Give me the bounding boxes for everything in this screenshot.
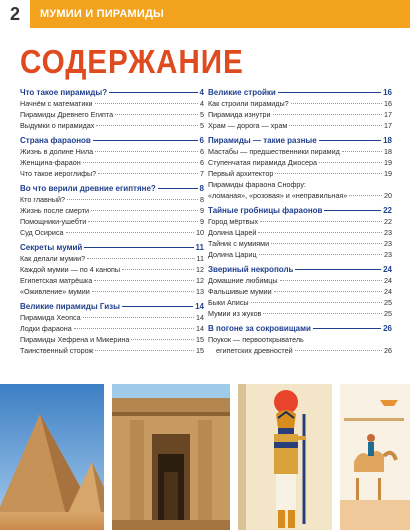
toc-entry-title: Ступенчатая пирамида Джосера [208,158,318,167]
horus-god-illustration [238,384,332,530]
toc-entry-page: 6 [200,158,204,167]
toc-entry-title: Жизнь в долине Нила [20,147,94,156]
toc-entry-title: Пирамиды Хефрена и Микерина [20,335,130,344]
leader-dots [258,232,382,233]
toc-entry-page: 12 [196,265,204,274]
toc-entry-title: Мумии из жуков [208,309,262,318]
toc-entry-title: Долина Царей [208,228,257,237]
toc-entry-page: 5 [200,121,204,130]
toc-entry-page: 8 [199,184,204,193]
toc-section[interactable] [20,301,204,312]
toc-entry-title: Быки Аписы [208,298,249,307]
toc-entry-page: 13 [196,287,204,296]
toc-entry-title: Храм — дорога — храм [208,121,288,130]
leader-dots [91,210,198,211]
toc-entry-title: Первый архитектор [208,169,274,178]
toc-entry-title: Пирамиды фараона Снофру: [208,180,306,189]
toc-entry-title: Звериный некрополь [208,265,294,274]
toc-entry[interactable] [208,98,392,109]
toc-entry-title: Каждой мумии — по 4 канопы [20,265,121,274]
leader-dots [319,162,382,163]
toc-entry-title: Пирамида изнутри [208,110,271,119]
toc-entry-title: Мастабы — предшественники пирамид [208,147,340,156]
toc-entry-page: 22 [383,206,392,215]
toc-entry[interactable] [208,334,392,345]
toc-entry-title: Пирамиды Древнего Египта [20,110,114,119]
toc-entry[interactable] [20,146,204,157]
temple-gate-photo [112,384,230,530]
leader-dots [349,195,382,196]
leader-dots [251,302,383,303]
toc-entry-page: 16 [384,99,392,108]
leader-dots [83,162,198,163]
toc-entry-page: 19 [384,169,392,178]
leader-dots [260,221,382,222]
toc-entry-page: 25 [384,309,392,318]
toc-entry-page: 25 [384,298,392,307]
toc-entry-page: 18 [384,147,392,156]
toc-entry[interactable] [208,120,392,131]
leader-dots [87,258,194,259]
leader-dots [122,269,194,270]
toc-section[interactable] [208,87,392,98]
toc-entry-page: 17 [384,110,392,119]
toc-entry-page: 6 [199,136,204,145]
leader-dots [131,339,194,340]
toc-entry[interactable] [20,345,204,356]
leader-dots [259,254,382,255]
toc-entry-page: 12 [196,276,204,285]
toc-entry[interactable] [20,286,204,297]
toc-entry-title: Как делали мумии? [20,254,86,263]
leader-dots [275,173,382,174]
leader-dots [67,199,198,200]
toc-section[interactable] [208,205,392,216]
toc-entry[interactable] [208,179,392,190]
toc-section[interactable] [208,135,392,146]
leader-dots [84,247,193,248]
toc-entry[interactable] [208,286,392,297]
toc-entry-page: 14 [195,302,204,311]
camel-caravan-illustration [340,384,410,530]
toc-entry-page: 11 [195,243,204,252]
toc-entry-title: Великие пирамиды Гизы [20,302,120,311]
toc-entry-title: Тайные гробницы фараонов [208,206,323,215]
toc-entry-page: 26 [383,324,392,333]
toc-entry[interactable] [208,227,392,238]
toc-entry[interactable] [20,98,204,109]
toc-entry-title: Женщина-фараон [20,158,81,167]
leader-dots [263,313,382,314]
toc-entry-page: 23 [384,250,392,259]
leader-dots [324,210,381,211]
toc-entry[interactable] [20,168,204,179]
toc-entry-title: Как строили пирамиды? [208,99,289,108]
leader-dots [319,140,381,141]
leader-dots [88,221,198,222]
toc-entry-page: 24 [383,265,392,274]
toc-entry-title: Что такое иероглифы? [20,169,97,178]
toc-entry-title: Что такое пирамиды? [20,88,108,97]
toc-entry[interactable] [20,194,204,205]
toc-entry-title: Выдумки о пирамидах [20,121,95,130]
leader-dots [295,269,381,270]
leader-dots [158,188,198,189]
leader-dots [95,151,198,152]
toc-right-column [208,87,392,356]
toc-entry[interactable] [208,308,392,319]
toc-entry[interactable] [20,323,204,334]
toc-entry-page: 23 [384,228,392,237]
leader-dots [94,280,194,281]
toc-entry[interactable] [20,275,204,286]
toc-entry-title: египетских древностей [216,346,293,355]
toc-entry-title: «Оживление» мумии [20,287,90,296]
toc-title: СОДЕРЖАНИЕ [20,43,244,80]
toc-entry[interactable] [20,205,204,216]
leader-dots [271,243,382,244]
leader-dots [93,140,198,141]
toc-entry-page: 17 [384,121,392,130]
toc-entry-title: Начнём с математики [20,99,93,108]
toc-left-column [20,87,204,356]
toc-entry-title: Пирамида Хеопса [20,313,81,322]
toc-entry[interactable] [208,297,392,308]
leader-dots [83,317,194,318]
toc-entry-page: 5 [200,110,204,119]
toc-entry-title: Фальшивые мумии [208,287,272,296]
leader-dots [291,103,382,104]
toc-entry[interactable] [20,157,204,168]
toc-entry-title: В погоне за сокровищами [208,324,311,333]
toc-entry-title: Тайник с мумиями [208,239,270,248]
leader-dots [109,92,197,93]
leader-dots [98,173,198,174]
toc-entry-page: 14 [196,313,204,322]
toc-entry-title: Лодки фараона [20,324,72,333]
toc-entry-page: 26 [384,346,392,355]
leader-dots [115,114,198,115]
toc-entry-title: Пирамиды — такие разные [208,136,317,145]
toc-entry[interactable] [208,275,392,286]
leader-dots [92,291,194,292]
toc-entry[interactable] [20,216,204,227]
toc-entry-page: 24 [384,287,392,296]
toc-entry[interactable] [208,146,392,157]
toc-entry-page: 7 [200,169,204,178]
toc-entry[interactable] [208,109,392,120]
leader-dots [273,114,383,115]
toc-entry-page: 10 [196,228,204,237]
toc-entry-page: 4 [199,88,204,97]
leader-dots [342,151,382,152]
toc-entry[interactable] [208,168,392,179]
toc-entry-title: Долина Цариц [208,250,257,259]
toc-entry-page: 20 [384,191,392,200]
leader-dots [313,328,381,329]
header-title: МУМИИ И ПИРАМИДЫ [40,8,165,20]
toc-entry-page: 15 [196,335,204,344]
toc-entry-title: Суд Осириса [20,228,64,237]
header-bar [0,0,410,28]
toc-entry-page: 22 [384,217,392,226]
toc-section[interactable] [20,183,204,194]
leader-dots [95,103,198,104]
toc-section[interactable] [208,323,392,334]
toc-entry[interactable] [20,264,204,275]
toc-entry[interactable] [208,249,392,260]
toc-section[interactable] [208,264,392,275]
leader-dots [66,232,194,233]
toc-entry-page: 23 [384,239,392,248]
toc-entry[interactable] [20,109,204,120]
toc-entry-title: Великие стройки [208,88,276,97]
toc-entry[interactable] [208,345,392,356]
toc-section[interactable] [20,87,204,98]
toc-entry-page: 19 [384,158,392,167]
toc-entry-title: Египетская матрёшка [20,276,93,285]
toc-section[interactable] [20,242,204,253]
toc-entry-title: Город мёртвых [208,217,259,226]
pyramids-photo [0,384,104,530]
toc-entry-page: 8 [200,195,204,204]
page-number: 2 [0,0,30,28]
toc-entry[interactable] [20,312,204,323]
leader-dots [74,328,194,329]
toc-entry-title: Помощники-ушебти [20,217,87,226]
toc-entry-title: Поукок — первооткрыватель [208,335,304,344]
toc-entry[interactable] [208,238,392,249]
leader-dots [295,350,382,351]
leader-dots [278,92,381,93]
toc-entry-page: 9 [200,217,204,226]
toc-entry[interactable] [208,216,392,227]
toc-entry[interactable] [20,334,204,345]
toc-entry-page: 14 [196,324,204,333]
toc-entry-page: 4 [200,99,204,108]
toc-entry[interactable] [20,120,204,131]
toc-entry-title: Кто главный? [20,195,66,204]
leader-dots [122,306,193,307]
toc-entry-page: 9 [200,206,204,215]
toc-entry-title: Таинственный сторож [20,346,94,355]
toc-entry-title: Во что верили древние египтяне? [20,184,156,193]
leader-dots [289,125,382,126]
toc-entry[interactable] [208,190,392,201]
leader-dots [95,350,194,351]
toc-entry-title: «ломаная», «розовая» и «неправильная» [208,191,348,200]
toc-entry-page: 16 [383,88,392,97]
toc-entry-page: 6 [200,147,204,156]
toc-entry-page: 18 [383,136,392,145]
toc-entry-title: Страна фараонов [20,136,91,145]
toc-entry-title: Жизнь после смерти [20,206,90,215]
toc-entry-title: Домашние любимцы [208,276,278,285]
toc-entry[interactable] [20,227,204,238]
toc-section[interactable] [20,135,204,146]
toc-entry[interactable] [20,253,204,264]
toc-entry-title: Секреты мумий [20,243,83,252]
leader-dots [274,291,382,292]
toc-entry-page: 24 [384,276,392,285]
toc-entry-page: 15 [196,346,204,355]
toc-entry[interactable] [208,157,392,168]
toc-entry-page: 11 [196,254,204,263]
leader-dots [280,280,382,281]
leader-dots [96,125,198,126]
